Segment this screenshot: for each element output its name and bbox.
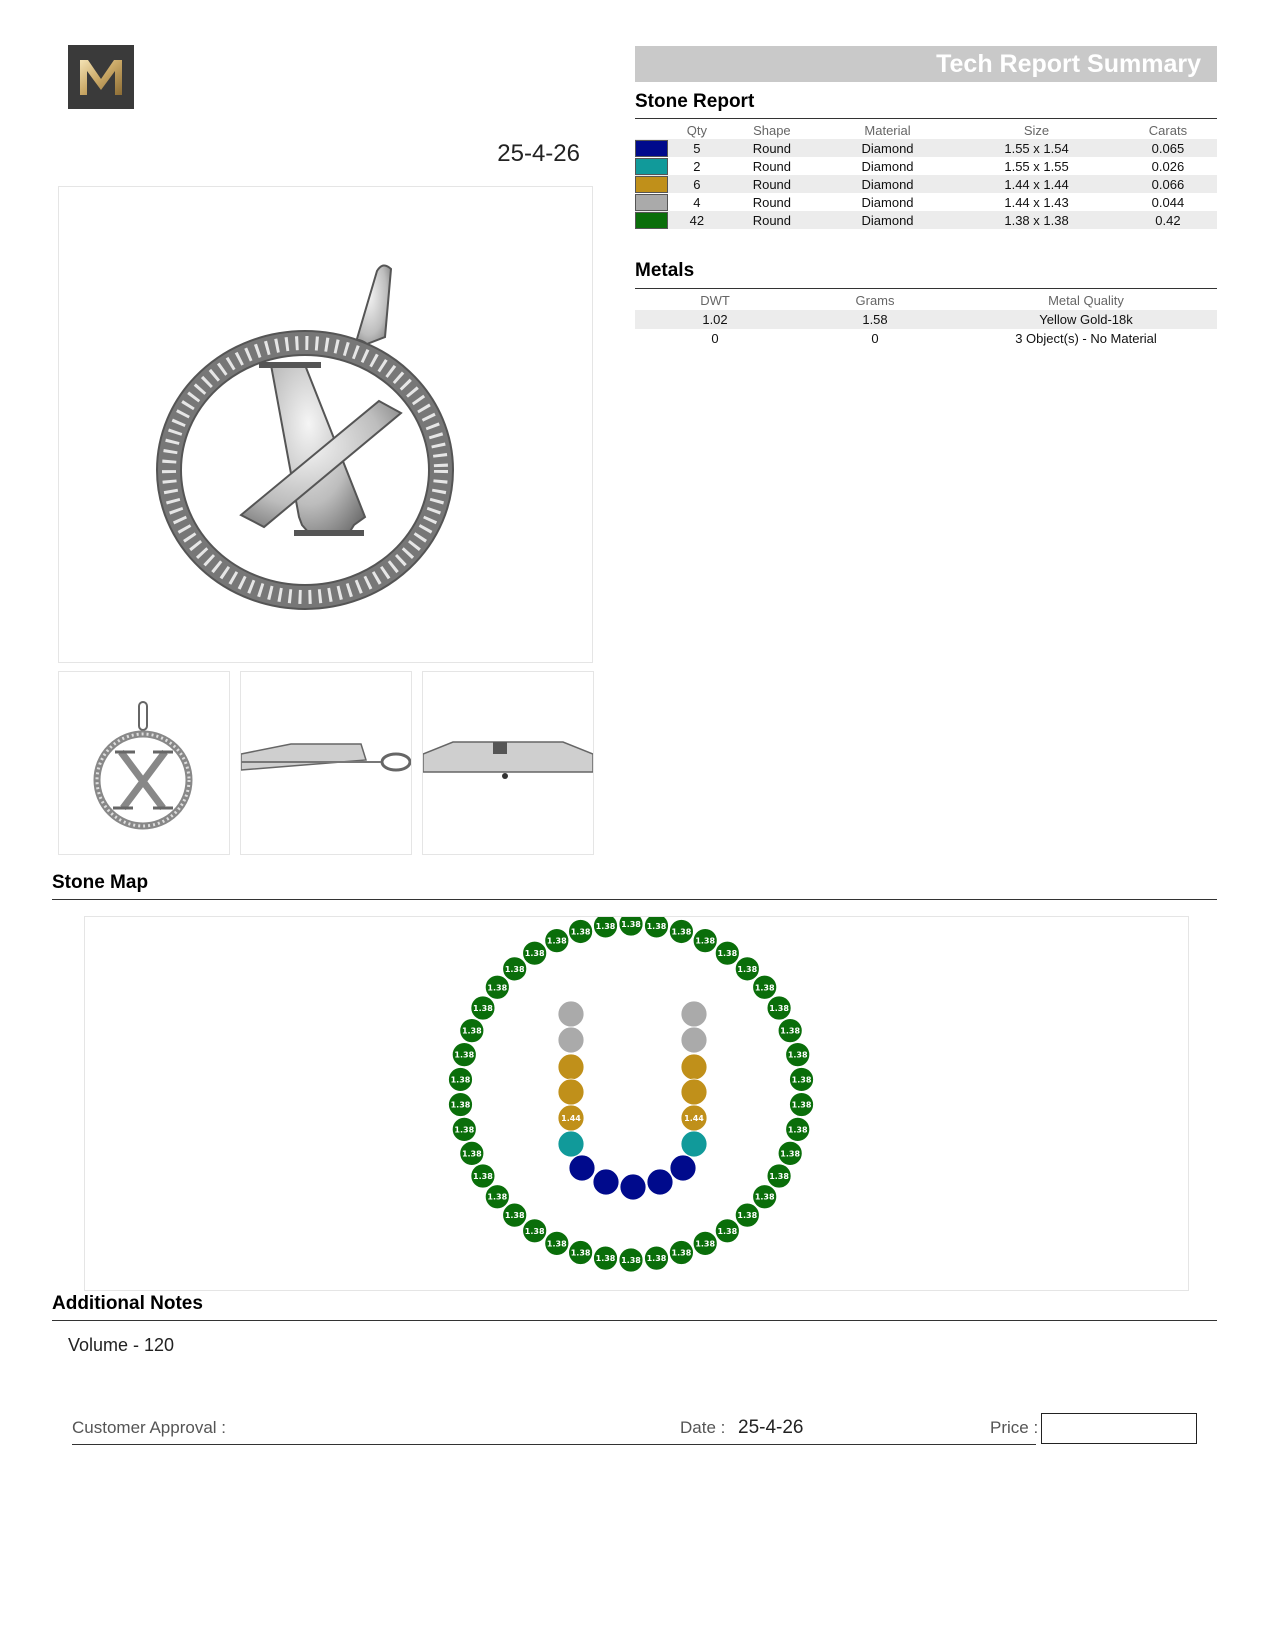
approval-signature-line xyxy=(72,1444,1036,1445)
stone-map-ring-stone xyxy=(786,1117,810,1141)
metals-title: Metals xyxy=(635,260,695,281)
stone-map-ring-stone xyxy=(594,1246,618,1270)
stone-material: Diamond xyxy=(821,175,954,193)
price-input-box[interactable] xyxy=(1041,1413,1197,1444)
banner-title: Tech Report Summary xyxy=(936,50,1201,78)
stone-map-inner-stone xyxy=(681,1105,707,1131)
stone-map-inner-stone xyxy=(558,1105,584,1131)
svg-text:1.38: 1.38 xyxy=(487,983,508,993)
svg-text:1.38: 1.38 xyxy=(450,1100,471,1110)
svg-text:1.38: 1.38 xyxy=(787,1125,808,1135)
svg-text:1.38: 1.38 xyxy=(461,1026,482,1036)
stone-color-swatch xyxy=(635,194,668,211)
svg-text:1.38: 1.38 xyxy=(546,1239,567,1249)
stone-carats: 0.065 xyxy=(1119,139,1217,157)
svg-text:1.38: 1.38 xyxy=(754,983,775,993)
stone-map-ring-stone xyxy=(619,1248,643,1272)
svg-text:1.38: 1.38 xyxy=(754,1192,775,1202)
column-header-metal-quality: Metal Quality xyxy=(1048,293,1124,308)
svg-text:1.38: 1.38 xyxy=(717,949,738,959)
stone-map-ring-stone xyxy=(753,975,777,999)
stone-map-ring-stone xyxy=(669,1241,693,1265)
stone-map-inner-stone xyxy=(681,1001,707,1027)
metal-quality: Yellow Gold-18k xyxy=(955,310,1217,329)
company-logo xyxy=(68,45,134,109)
column-header-material: Material xyxy=(864,122,911,138)
stone-map-inner-stone xyxy=(681,1054,707,1080)
svg-text:1.38: 1.38 xyxy=(671,927,692,937)
stone-map-inner-stone xyxy=(558,1079,584,1105)
column-header-grams: Grams xyxy=(855,293,895,308)
price-label: Price : xyxy=(990,1418,1039,1437)
stone-size: 1.44 x 1.44 xyxy=(954,175,1119,193)
stone-map-inner-stone xyxy=(558,1054,584,1080)
column-header-shape: Shape xyxy=(753,122,791,138)
svg-text:1.38: 1.38 xyxy=(791,1075,812,1085)
product-render-main xyxy=(58,186,593,663)
stone-map-inner-stone xyxy=(647,1169,673,1195)
svg-text:1.38: 1.38 xyxy=(717,1226,738,1236)
svg-text:1.38: 1.38 xyxy=(780,1026,801,1036)
stone-map-ring-stone xyxy=(594,917,618,938)
column-header-swatch xyxy=(635,121,671,139)
product-view-side xyxy=(240,671,412,855)
stone-material: Diamond xyxy=(821,139,954,157)
svg-text:1.38: 1.38 xyxy=(524,1226,545,1236)
stone-map-ring-stone xyxy=(545,1231,569,1255)
stone-map-ring-stone xyxy=(735,957,759,981)
svg-text:1.38: 1.38 xyxy=(646,921,667,931)
stone-map-ring-stone xyxy=(669,919,693,943)
stone-map-ring-stone xyxy=(471,1164,495,1188)
metal-quality: 3 Object(s) - No Material xyxy=(1015,331,1157,346)
stone-color-swatch xyxy=(635,158,668,175)
stone-material: Diamond xyxy=(821,211,954,229)
stone-material: Diamond xyxy=(861,194,914,210)
table-row xyxy=(635,193,1217,211)
svg-text:1.38: 1.38 xyxy=(454,1050,475,1060)
table-row xyxy=(635,329,1217,348)
stone-color-swatch xyxy=(635,140,668,157)
stone-map-ring-stone xyxy=(503,957,527,981)
svg-text:1.38: 1.38 xyxy=(791,1100,812,1110)
svg-text:1.38: 1.38 xyxy=(570,927,591,937)
stone-carats: 0.044 xyxy=(1151,194,1185,210)
stone-map-ring-stone xyxy=(448,1093,472,1117)
stone-map-inner-stone xyxy=(558,1001,584,1027)
column-header-qty: Qty xyxy=(686,122,708,138)
stone-map-ring-stone xyxy=(778,1141,802,1165)
svg-text:1.38: 1.38 xyxy=(570,1248,591,1258)
stone-map-ring-stone xyxy=(448,1067,472,1091)
metal-grams: 0 xyxy=(871,331,879,346)
stone-map-inner-stone xyxy=(670,1155,696,1181)
svg-text:1.38: 1.38 xyxy=(737,964,758,974)
stone-size: 1.44 x 1.43 xyxy=(1004,194,1069,210)
additional-notes-rule xyxy=(52,1320,1217,1321)
customer-approval-label: Customer Approval : xyxy=(72,1418,227,1437)
approval-date-label: Date : xyxy=(680,1418,726,1437)
stone-map-ring-stone xyxy=(767,996,791,1020)
svg-text:1.38: 1.38 xyxy=(524,949,545,959)
stone-map-ring-stone xyxy=(460,1019,484,1043)
stone-qty: 6 xyxy=(671,175,723,193)
stone-map-ring-stone xyxy=(460,1141,484,1165)
stone-map-rule xyxy=(52,899,1217,900)
column-header-dwt: DWT xyxy=(700,293,730,308)
stone-shape: Round xyxy=(723,211,821,229)
stone-map-ring-stone xyxy=(523,1219,547,1243)
table-header-row xyxy=(635,121,1217,139)
stone-map-inner-stone xyxy=(681,1131,707,1157)
report-banner xyxy=(635,46,1217,82)
stone-map-ring-stone xyxy=(735,1203,759,1227)
svg-text:1.38: 1.38 xyxy=(504,964,525,974)
metals-table xyxy=(635,291,1217,348)
stone-map-ring-stone xyxy=(485,975,509,999)
stone-report-rule xyxy=(635,118,1217,119)
metal-dwt: 0 xyxy=(711,331,719,346)
stone-size: 1.38 x 1.38 xyxy=(954,211,1119,229)
stone-map-ring-stone xyxy=(767,1164,791,1188)
stone-map-inner-stone xyxy=(681,1027,707,1053)
stone-map-ring-stone xyxy=(485,1185,509,1209)
stone-map-ring-stone xyxy=(644,1246,668,1270)
metals-rule xyxy=(635,288,1217,289)
additional-notes-text: Volume - 120 xyxy=(68,1335,175,1355)
stone-map-title: Stone Map xyxy=(52,872,149,893)
svg-text:1.44: 1.44 xyxy=(561,1114,581,1123)
stone-map-inner-stone xyxy=(558,1131,584,1157)
svg-text:1.38: 1.38 xyxy=(695,1239,716,1249)
stone-map-ring-stone xyxy=(452,1117,476,1141)
svg-text:1.38: 1.38 xyxy=(461,1149,482,1159)
stone-map-ring-stone xyxy=(545,929,569,953)
stone-map-ring-stone xyxy=(619,917,643,936)
svg-text:1.38: 1.38 xyxy=(454,1125,475,1135)
table-row xyxy=(635,157,1217,175)
svg-text:1.38: 1.38 xyxy=(595,921,616,931)
stone-map-ring-stone xyxy=(715,1219,739,1243)
stone-map-ring-stone xyxy=(790,1093,814,1117)
stone-shape: Round xyxy=(723,139,821,157)
additional-notes-title: Additional Notes xyxy=(52,1293,203,1314)
column-header-size: Size xyxy=(1023,122,1050,138)
svg-text:1.38: 1.38 xyxy=(769,1172,789,1181)
stone-map-ring-stone xyxy=(778,1019,802,1043)
stone-size: 1.55 x 1.55 xyxy=(1004,158,1069,174)
stone-map-inner-stone xyxy=(558,1027,584,1053)
stone-report-title: Stone Report xyxy=(635,91,755,112)
stone-map-ring-stone xyxy=(786,1043,810,1067)
svg-text:1.38: 1.38 xyxy=(487,1192,508,1202)
stone-map-ring-stone xyxy=(452,1043,476,1067)
svg-text:1.44: 1.44 xyxy=(684,1114,704,1123)
stone-qty: 4 xyxy=(693,194,701,210)
stone-carats: 0.42 xyxy=(1119,211,1217,229)
table-row xyxy=(635,211,1217,229)
svg-text:1.38: 1.38 xyxy=(473,1004,493,1013)
svg-text:1.38: 1.38 xyxy=(695,936,716,946)
column-header-carats: Carats xyxy=(1148,122,1188,138)
stone-shape: Round xyxy=(752,194,792,210)
report-date: 25-4-26 xyxy=(497,140,580,167)
stone-map-ring-stone xyxy=(523,941,547,965)
table-header-row xyxy=(635,291,1217,310)
stone-map-ring-stone xyxy=(471,996,495,1020)
metal-dwt: 1.02 xyxy=(635,310,795,329)
table-row xyxy=(635,175,1217,193)
svg-text:1.38: 1.38 xyxy=(787,1050,808,1060)
svg-text:1.38: 1.38 xyxy=(546,936,567,946)
pendant-render xyxy=(59,187,592,662)
svg-text:1.38: 1.38 xyxy=(473,1172,493,1181)
stone-color-swatch xyxy=(635,212,668,229)
stone-carats: 0.066 xyxy=(1119,175,1217,193)
stone-map-ring-stone xyxy=(693,929,717,953)
stone-size: 1.55 x 1.54 xyxy=(954,139,1119,157)
svg-text:1.38: 1.38 xyxy=(621,1256,641,1265)
svg-text:1.38: 1.38 xyxy=(646,1254,667,1264)
stone-material: Diamond xyxy=(861,158,914,174)
svg-text:1.38: 1.38 xyxy=(504,1211,525,1221)
table-row xyxy=(635,139,1217,157)
stone-report-table xyxy=(635,121,1217,229)
stone-qty: 5 xyxy=(671,139,723,157)
svg-text:1.38: 1.38 xyxy=(621,920,641,929)
stone-map-inner-stone xyxy=(593,1169,619,1195)
svg-text:1.38: 1.38 xyxy=(737,1211,758,1221)
product-view-top xyxy=(422,671,594,855)
stone-shape: Round xyxy=(752,158,792,174)
stone-color-swatch xyxy=(635,176,668,193)
product-view-front xyxy=(58,671,230,855)
stone-map-ring-stone xyxy=(569,919,593,943)
metal-grams: 1.58 xyxy=(795,310,955,329)
stone-shape: Round xyxy=(723,175,821,193)
stone-qty: 42 xyxy=(671,211,723,229)
stone-map-ring-stone xyxy=(715,941,739,965)
stone-map-diagram xyxy=(84,916,1189,1291)
stone-map-ring-stone xyxy=(644,917,668,938)
stone-map-ring-stone xyxy=(503,1203,527,1227)
stone-map-ring-stone xyxy=(753,1185,777,1209)
stone-map-ring-stone xyxy=(693,1231,717,1255)
svg-text:1.38: 1.38 xyxy=(450,1075,471,1085)
stone-carats: 0.026 xyxy=(1151,158,1185,174)
stone-map-inner-stone xyxy=(620,1174,646,1200)
stone-map-inner-stone xyxy=(569,1155,595,1181)
svg-text:1.38: 1.38 xyxy=(769,1004,789,1013)
svg-text:1.38: 1.38 xyxy=(595,1254,616,1264)
svg-text:1.38: 1.38 xyxy=(780,1149,801,1159)
table-row xyxy=(635,310,1217,329)
approval-date-value: 25-4-26 xyxy=(738,1417,804,1438)
stone-map-ring-stone xyxy=(790,1067,814,1091)
stone-qty: 2 xyxy=(693,158,701,174)
svg-text:1.38: 1.38 xyxy=(671,1248,692,1258)
stone-map-ring-stone xyxy=(569,1241,593,1265)
stone-map-inner-stone xyxy=(681,1079,707,1105)
